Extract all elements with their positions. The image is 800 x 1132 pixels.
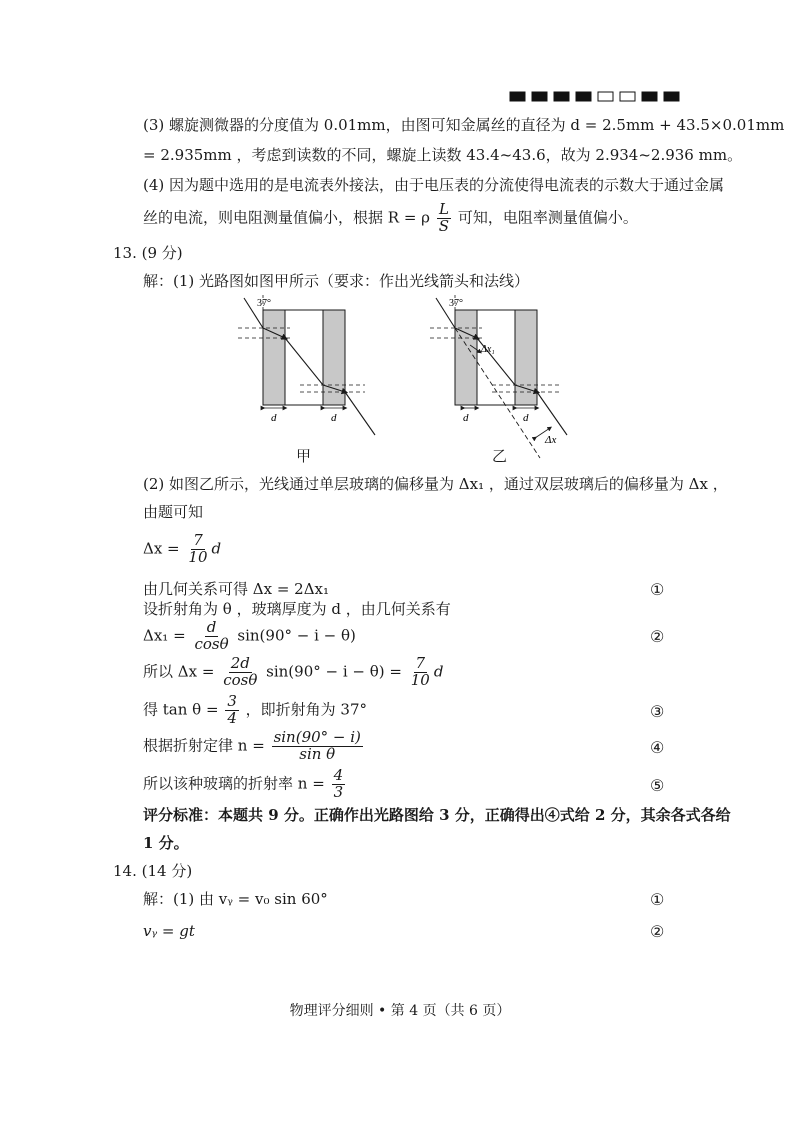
eq-lhs: 根据折射定律 n = — [143, 736, 265, 755]
frac-denominator: 10 — [410, 670, 430, 689]
eq-lhs: 所以该种玻璃的折射率 n = — [143, 774, 325, 793]
frac-numerator: 7 — [193, 531, 203, 549]
equation-5 — [143, 730, 365, 763]
q13-solution-part1: 解：(1) 光路图如图甲所示（要求：作出光线箭头和法线） — [143, 272, 530, 290]
fraction-L-over-S — [437, 202, 451, 235]
fraction — [409, 656, 432, 689]
fraction — [192, 620, 230, 653]
header-block-filled — [532, 92, 547, 101]
q14-heading: 14. (14 分) — [113, 862, 193, 880]
frac-denominator: cosθ — [194, 634, 229, 653]
fraction — [186, 533, 209, 566]
frac-numerator: L — [438, 200, 449, 218]
frac-denominator: sin θ — [299, 744, 336, 763]
q12-part4-text-a: 丝的电流，则电阻测量值偏小，根据 R = ρ — [143, 208, 430, 227]
equation-6 — [143, 768, 347, 801]
offset-dx-label: Δx — [545, 434, 557, 446]
eq-lhs: Δx₁ = — [143, 626, 186, 645]
q13-solution-part2-line1: (2) 如图乙所示，光线通过单层玻璃的偏移量为 Δx₁ ，通过双层玻璃后的偏移量为 Δx ， — [143, 475, 728, 493]
geometry-relation: 由几何关系可得 Δx = 2Δx₁ — [143, 580, 330, 598]
frac-denominator: 10 — [188, 547, 208, 566]
frac-numerator: d — [206, 618, 217, 636]
q12-part4-line1: (4) 因为题中选用的是电流表外接法，由于电压表的分流使得电流表的示数大于通过金属 — [143, 176, 725, 194]
header-block-filled — [576, 92, 591, 101]
header-block-filled — [664, 92, 679, 101]
thickness-label-1: d — [463, 412, 469, 424]
thickness-label-2: d — [331, 412, 337, 424]
glass-slab-1 — [263, 310, 285, 405]
fraction — [332, 768, 346, 801]
fraction — [221, 656, 259, 689]
frac-numerator: 2d — [230, 654, 250, 672]
figure-label-yi: 乙 — [492, 447, 508, 465]
page-footer: 物理评分细则 • 第 4 页（共 6 页） — [289, 1003, 511, 1019]
q12-part3-line2: = 2.935mm ，考虑到读数的不同，螺旋上读数 43.4~43.6，故为 2.934~2.936 mm。 — [143, 146, 743, 164]
equation-mark-5: ⑤ — [650, 776, 665, 795]
optics-figures — [230, 290, 570, 465]
eq-rhs: ，即折射角为 37° — [245, 700, 368, 719]
angle-label: 37° — [257, 298, 271, 309]
angle-label: 37° — [449, 298, 463, 309]
figure-jia — [238, 295, 375, 435]
equation-mark-4: ④ — [650, 738, 665, 757]
offset-dx1-label: Δx₁ — [481, 344, 495, 355]
eq-rhs: d — [211, 539, 222, 558]
eq-lhs: 得 tan θ = — [143, 700, 219, 719]
eq-lhs: 所以 Δx = — [143, 662, 215, 681]
equation-dx — [143, 533, 221, 566]
frac-denominator: 3 — [333, 782, 344, 801]
eq-rhs: d — [433, 662, 444, 681]
frac-numerator: 3 — [227, 692, 237, 710]
q12-part3-line1: (3) 螺旋测微器的分度值为 0.01mm，由图可知金属丝的直径为 d = 2.5mm + 43.5×0.01mm — [143, 116, 785, 134]
header-block-filled — [642, 92, 657, 101]
grading-criteria-line2: 1 分。 — [143, 834, 189, 852]
q14-mark-1: ① — [650, 890, 665, 909]
figure-yi — [430, 295, 567, 458]
fraction — [225, 694, 239, 727]
header-block-filled — [554, 92, 569, 101]
grading-criteria-line1: 评分标准：本题共 9 分。正确作出光路图给 3 分，正确得出④式给 2 分，其余各式各给 — [143, 806, 731, 824]
thickness-label-1: d — [271, 412, 277, 424]
figure-label-jia: 甲 — [296, 447, 312, 465]
equation-mark-3: ③ — [650, 702, 665, 721]
equation-mark-2: ② — [650, 627, 665, 646]
q12-part4-line2 — [143, 202, 638, 235]
frac-denominator: 4 — [227, 708, 237, 727]
equation-2 — [143, 620, 356, 653]
q13-solution-part2-line2: 由题可知 — [143, 503, 204, 521]
gap — [285, 310, 323, 405]
frac-denominator: S — [438, 216, 450, 235]
frac-numerator: 4 — [333, 766, 344, 784]
frac-numerator: sin(90° − i) — [273, 728, 361, 746]
equation-mark-1: ① — [650, 580, 665, 599]
thickness-label-2: d — [523, 412, 529, 424]
header-block-open — [598, 92, 613, 101]
fraction — [272, 730, 363, 763]
q14-equation-2: vᵧ = gt — [143, 922, 195, 940]
equation-3 — [143, 656, 443, 689]
q14-mark-2: ② — [650, 922, 665, 941]
q13-heading: 13. (9 分) — [113, 244, 183, 262]
frac-numerator: 7 — [415, 654, 426, 672]
header-block-open — [620, 92, 635, 101]
eq-lhs: Δx = — [143, 539, 180, 558]
header-block-filled — [510, 92, 525, 101]
header-block-marks — [508, 90, 688, 104]
assumption-text: 设折射角为 θ ，玻璃厚度为 d ，由几何关系有 — [143, 600, 451, 618]
eq-rhs: sin(90° − i − θ) — [237, 626, 356, 645]
frac-denominator: cosθ — [223, 670, 258, 689]
glass-slab-1 — [455, 310, 477, 405]
q12-part4-text-b: 可知，电阻率测量值偏小。 — [457, 208, 638, 227]
equation-4 — [143, 694, 367, 727]
q14-equation-1: 解：(1) 由 vᵧ = v₀ sin 60° — [143, 890, 328, 908]
eq-mid: sin(90° − i − θ) = — [266, 662, 402, 681]
